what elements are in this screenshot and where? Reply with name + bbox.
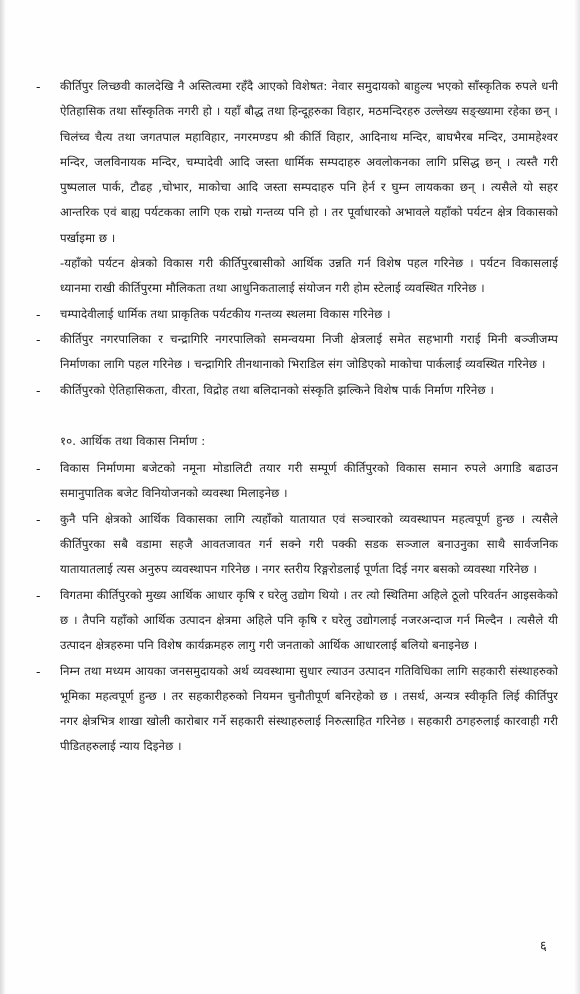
list-item: [36, 327, 558, 378]
bullet-dash: -: [36, 461, 41, 477]
paragraph-text: निम्न तथा मध्यम आयका जनसमुदायको अर्थ व्यवस्थामा सुधार ल्याउन उत्पादन गतिविधिका लागि सहकारी संस्थाहरुको भूमिका महत्वपूर्ण हुन्छ । तर सहकारीहरुको नियमन चुनौतीपूर्ण बनिरहेको छ । तसर्थ, अन्यत्र स्वीकृति लिई कीर्तिपुर नगर क्षेत्रभित्र शाखा खोली कारोबार गर्ने सहकारी संस्थाहरुलाई निरुत्साहित गरिनेछ । सहकारी ठगहरुलाई कारवाही गरी पीडितहरुलाई न्याय दिइनेछ ।: [60, 663, 558, 754]
paragraph-text: कीर्तिपुर नगरपालिका र चन्द्रागिरि नगरपालिको समन्वयमा निजी क्षेत्रलाई समेत सहभागी गराई मिनी बञ्जीजम्प निर्माणका लागि पहल गरिनेछ । चन्द्रागिरि तीनथानाको भिराडिल संग जोडिएको माकोचा पार्कलाई व्यवस्थित गरिनेछ ।: [60, 331, 558, 372]
page-right-edge-shadow: [574, 0, 580, 994]
page-left-edge-shadow: [0, 0, 6, 994]
bullet-dash: -: [36, 306, 41, 322]
bullet-dash: -: [36, 382, 41, 398]
list-item: [36, 507, 558, 583]
paragraph-text: कीर्तिपुर लिच्छवी कालदेखि नै अस्तित्वमा रहँदै आएको विशेषत: नेवार समुदायको बाहुल्य भएको साँस्कृतिक रुपले धनी ऐतिहासिक तथा साँस्कृतिक नगरी हो । यहाँ बौद्ध तथा हिन्दूहरुका विहार, मठमन्दिरहरु उल्लेख्य सङ्ख्यामा रहेका छन् । चिलंच्व चैत्य तथा जगतपाल महाविहार, नगरमण्डप श्री कीर्ति विहार, आदिनाथ मन्दिर, बाघभैरब मन्दिर, उमामहेश्वर मन्दिर, जलविनायक मन्दिर, चम्पादेवी आदि जस्ता धार्मिक सम्पदाहरु अवलोकनका लागि प्रसिद्ध छन् । त्यस्तै गरी पुष्पलाल पार्क, टौढह ,चोभार, माकोचा आदि जस्ता सम्पदाहरु पनि हेर्न र घुम्न लायकका छन् । त्यसैले यो सहर आन्तरिक एवं बाह्य पर्यटकका लागि एक राम्रो गन्तव्य पनि हो । तर पूर्वाधारको अभावले यहाँको पर्यटन क्षेत्र विकासको पर्खाइमा छ ।: [60, 79, 558, 245]
paragraph-text: चम्पादेवीलाई धार्मिक तथा प्राकृतिक पर्यटकीय गन्तव्य स्थलमा विकास गरिनेछ ।: [60, 306, 391, 321]
bullet-dash: -: [36, 663, 41, 679]
list-item: [36, 583, 558, 659]
list-item: [36, 74, 558, 251]
list-item: [36, 659, 558, 760]
bullet-dash: -: [36, 331, 41, 347]
paragraph-text: विगतमा कीर्तिपुरको मुख्य आर्थिक आधार कृषि र घरेलु उद्योग थियो । तर त्यो स्थितिमा अहिले ठूलो परिवर्तन आइसकेको छ । तैपनि यहाँको आर्थिक उत्पादन क्षेत्रमा अहिले पनि कृषि र घरेलु उद्योगलाई नजरअन्दाज गर्न मिल्दैन । त्यसैले यी उत्पादन क्षेत्रहरुमा पनि विशेष कार्यक्रमहरु लागु गरी जनताको आर्थिक आधारलाई बलियो बनाइनेछ ।: [60, 587, 558, 653]
tourism-paragraph: -यहाँको पर्यटन क्षेत्रको विकास गरी कीर्तिपुरबासीको आर्थिक उन्नति गर्न विशेष पहल गरिनेछ । पर्यटन विकासलाई ध्यानमा राखी कीर्तिपुरमा मौलिकता तथा आधुनिकतालाई संयोजन गरी होम स्टेलाई व्यवस्थित गरिनेछ ।: [60, 256, 558, 296]
paragraph-text: कीर्तिपुरको ऐतिहासिकता, वीरता, विद्रोह तथा बलिदानको संस्कृति झल्किने विशेष पार्क निर्माण गरिनेछ ।: [60, 382, 494, 397]
list-item: [36, 456, 558, 507]
bullet-dash: -: [36, 511, 41, 527]
section-heading: १०. आर्थिक तथा विकास निर्माण :: [60, 433, 206, 448]
list-item: [36, 302, 558, 327]
list-item: [36, 378, 558, 403]
page-number: ६: [540, 939, 547, 954]
bullet-dash: -: [36, 587, 41, 603]
bullet-dash: -: [36, 79, 41, 94]
body-text: [36, 74, 558, 760]
paragraph-text: कुनै पनि क्षेत्रको आर्थिक विकासका लागि त्यहाँको यातायात एवं सञ्चारको व्यवस्थापन महत्वपूर्ण हुन्छ । त्यसैले कीर्तिपुरका सबै वडामा सहजै आवतजावत गर्न सक्ने गरी पक्की सडक सञ्जाल बनाउनुका साथै सार्वजनिक यातायातलाई त्यस अनुरुप व्यवस्थापन गरिनेछ । नगर स्तरीय रिङ्गरोडलाई पूर्णता दिई नगर बसको व्यवस्था गरिनेछ ।: [60, 511, 558, 577]
paragraph-text: विकास निर्माणमा बजेटको नमूना मोडालिटी तयार गरी सम्पूर्ण कीर्तिपुरको विकास समान रुपले अगाडि बढाउन समानुपातिक बजेट विनियोजनको व्यवस्था मिलाइनेछ ।: [60, 461, 558, 501]
